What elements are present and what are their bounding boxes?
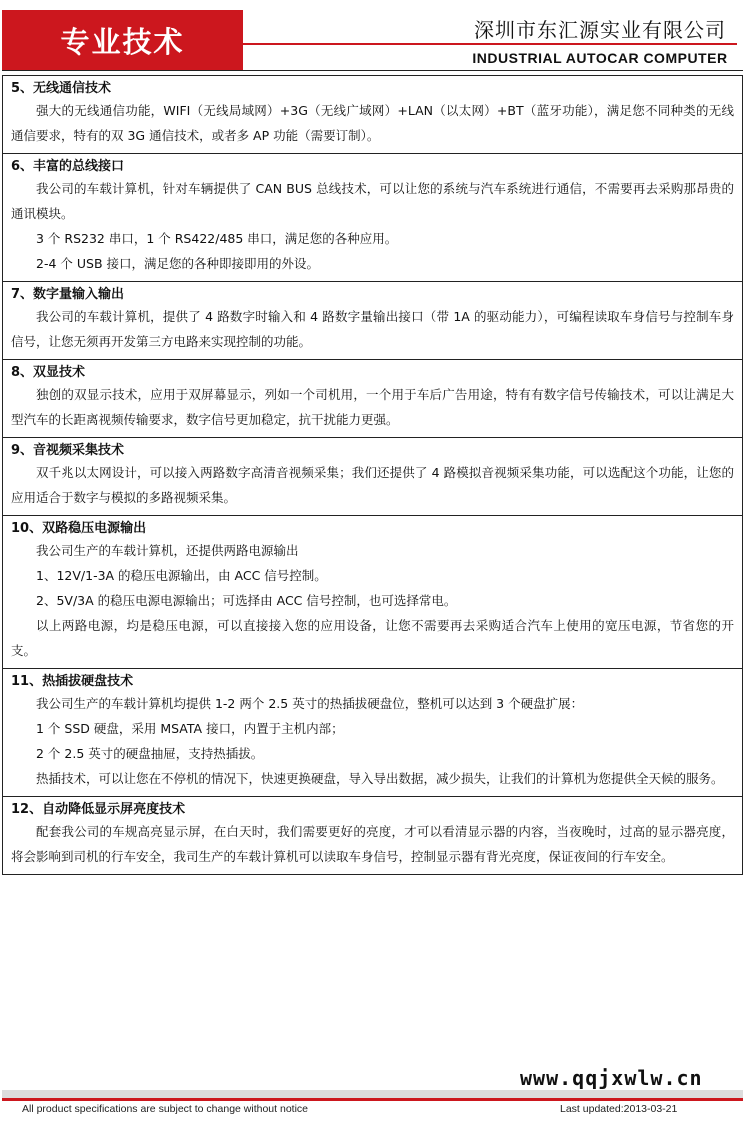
section-paragraph: 1、12V/1-3A 的稳压电源输出，由 ACC 信号控制。 — [36, 568, 327, 583]
section-title: 12、自动降低显示屏亮度技术 — [11, 802, 186, 817]
footer-bar — [2, 1090, 743, 1100]
section-paragraph: 以上两路电源，均是稳压电源，可以直接接入您的应用设备，让您不需要再去采购适合汽车上使用的宽压电源，节省您的开支。 — [11, 618, 734, 658]
section-title: 5、无线通信技术 — [11, 81, 112, 96]
spec-section — [3, 359, 742, 437]
section-paragraph: 强大的无线通信功能，WIFI（无线局域网）+3G（无线广域网）+LAN（以太网）+BT（蓝牙功能），满足您不同种类的无线通信要求，特有的双 3G 通信技术，或者多 AP 功能（需要订制）。 — [11, 103, 734, 143]
company-name-en: INDUSTRIAL AUTOCAR COMPUTER — [472, 50, 728, 66]
spec-section — [3, 515, 742, 668]
spec-section — [3, 281, 742, 359]
spec-section — [3, 796, 742, 874]
section-paragraph: 2-4 个 USB 接口，满足您的各种即接即用的外设。 — [36, 256, 319, 271]
section-paragraph: 我公司生产的车载计算机，还提供两路电源输出 — [36, 543, 299, 558]
footer-url[interactable]: www.qqjxwlw.cn — [520, 1066, 703, 1090]
section-title: 6、丰富的总线接口 — [11, 159, 125, 174]
section-paragraph: 我公司生产的车载计算机均提供 1-2 两个 2.5 英寸的热插拔硬盘位，整机可以达到 3 个硬盘扩展： — [36, 696, 584, 711]
section-paragraph: 我公司的车载计算机，针对车辆提供了 CAN BUS 总线技术，可以让您的系统与汽车系统进行通信，不需要再去采购那昂贵的通讯模块。 — [11, 181, 734, 221]
section-paragraph: 独创的双显示技术，应用于双屏幕显示，列如一个司机用，一个用于车后广告用途，特有有数字信号传输技术，可以让满足大型汽车的长距离视频传输要求，数字信号更加稳定，抗干扰能力更强。 — [11, 387, 734, 427]
footer-bar-red — [2, 1098, 743, 1101]
company-name-cn: 深圳市东汇源实业有限公司 — [474, 18, 726, 42]
section-paragraph: 热插技术，可以让您在不停机的情况下，快速更换硬盘，导入导出数据，减少损失，让我们的计算机为您提供全天候的服务。 — [36, 771, 724, 786]
header-divider — [2, 70, 743, 71]
section-paragraph: 3 个 RS232 串口，1 个 RS422/485 串口，满足您的各种应用。 — [36, 231, 398, 246]
section-title: 9、音视频采集技术 — [11, 443, 125, 458]
section-title: 7、数字量输入输出 — [11, 287, 125, 302]
section-title: 8、双显技术 — [11, 365, 86, 380]
section-paragraph: 我公司的车载计算机，提供了 4 路数字时输入和 4 路数字量输出接口（带 1A 的驱动能力），可编程读取车身信号与控制车身信号，让您无须再开发第三方电路来实现控制的功能。 — [11, 309, 734, 349]
section-paragraph: 双千兆以太网设计，可以接入两路数字高清音视频采集；我们还提供了 4 路模拟音视频采集功能，可以选配这个功能，让您的应用适合于数字与模拟的多路视频采集。 — [11, 465, 734, 505]
section-title: 10、双路稳压电源输出 — [11, 521, 147, 536]
footer-last-updated: Last updated:2013-03-21 — [560, 1103, 678, 1115]
spec-section — [3, 75, 742, 153]
section-title: 11、热插拔硬盘技术 — [11, 674, 134, 689]
section-paragraph: 2、5V/3A 的稳压电源电源输出；可选择由 ACC 信号控制，也可选择常电。 — [36, 593, 457, 608]
section-paragraph: 1 个 SSD 硬盘，采用 MSATA 接口，内置于主机内部； — [36, 721, 344, 736]
section-paragraph: 2 个 2.5 英寸的硬盘抽屉，支持热插拔。 — [36, 746, 264, 761]
section-paragraph: 配套我公司的车规高亮显示屏，在白天时，我们需要更好的亮度，才可以看清显示器的内容，当夜晚时，过高的显示器亮度，将会影响到司机的行车安全，我司生产的车载计算机可以读取车身信号，控制显示器有背光亮度，保证夜间的行车安全。 — [11, 824, 734, 864]
header-banner: 专业技术 — [2, 10, 243, 70]
spec-section — [3, 668, 742, 796]
spec-section — [3, 153, 742, 281]
spec-table — [2, 75, 743, 875]
spec-section — [3, 437, 742, 515]
footer-notice: All product specifications are subject to change without notice — [22, 1103, 308, 1115]
header-rule — [243, 43, 737, 45]
